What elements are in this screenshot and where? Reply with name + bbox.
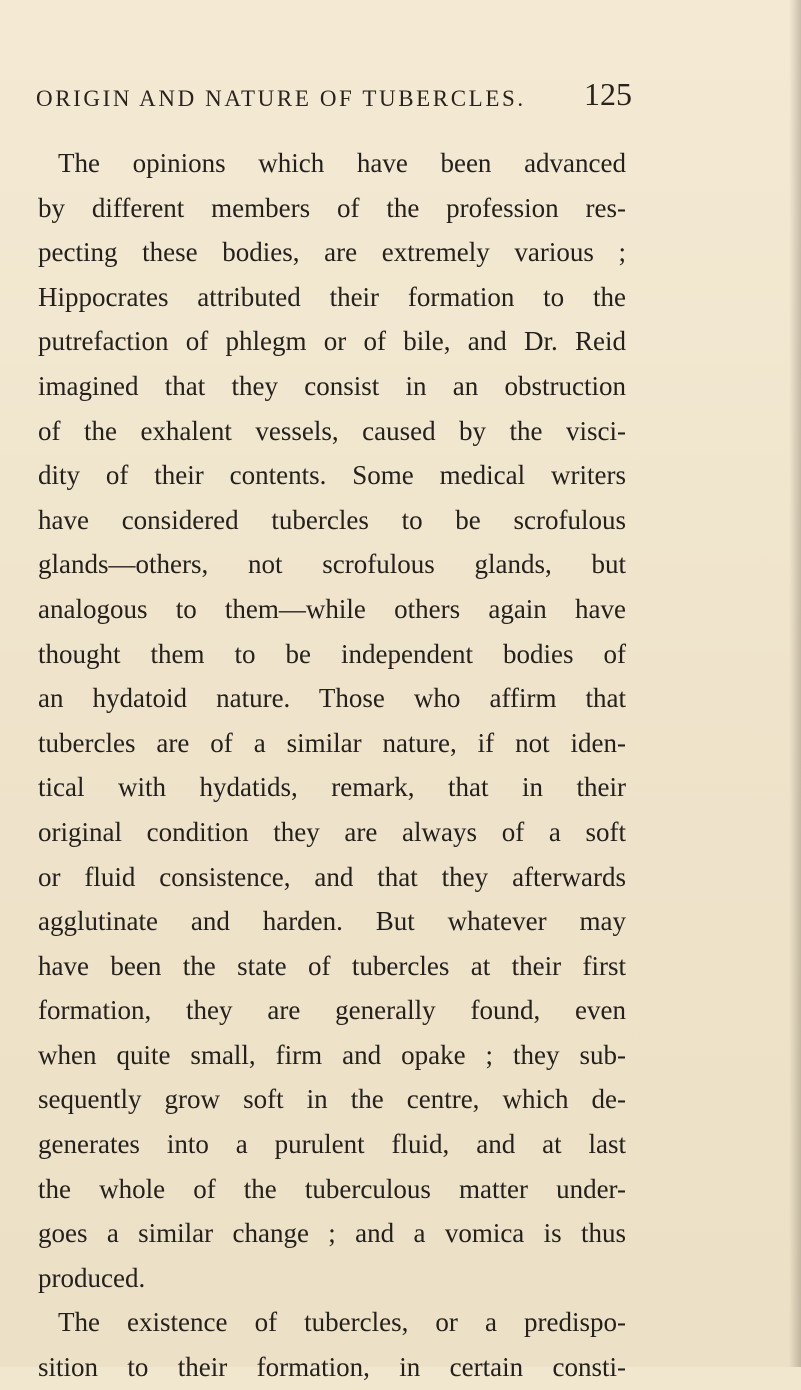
paragraph-line: tical with hydatids, remark, that in their xyxy=(38,772,626,803)
paragraph-line: analogous to them—while others again have xyxy=(38,593,626,624)
paragraph-line: The existence of tubercles, or a predispo- xyxy=(58,1307,626,1338)
paragraph-line: agglutinate and harden. But whatever may xyxy=(38,906,626,937)
paragraph-line: thought them to be independent bodies of xyxy=(38,638,626,669)
running-head xyxy=(36,78,632,122)
paragraph-line: goes a similar change ; and a vomica is thus xyxy=(38,1218,626,1249)
paragraph-line: or fluid consistence, and that they afterwards xyxy=(38,861,626,892)
paragraph-line: putrefaction of phlegm or of bile, and Dr. Reid xyxy=(38,326,626,357)
paragraph-line: have been the state of tubercles at their first xyxy=(38,950,626,981)
paragraph-line: when quite small, firm and opake ; they sub- xyxy=(38,1039,626,1070)
paragraph-line: by different members of the profession res- xyxy=(38,192,626,223)
paragraph-line: the whole of the tuberculous matter under- xyxy=(38,1173,626,1204)
paragraph-line: have considered tubercles to be scrofulous xyxy=(38,504,626,535)
paragraph-line: pecting these bodies, are extremely various ; xyxy=(38,237,626,268)
body-text xyxy=(38,141,626,1390)
paragraph-line: sequently grow soft in the centre, which de- xyxy=(38,1084,626,1115)
paragraph-line: The opinions which have been advanced xyxy=(58,148,626,178)
paragraph-line: of the exhalent vessels, caused by the visci- xyxy=(38,415,626,446)
paragraph-line: dity of their contents. Some medical writers xyxy=(38,460,626,491)
running-head-title: ORIGIN AND NATURE OF TUBERCLES. xyxy=(36,86,526,111)
paragraph-line: generates into a purulent fluid, and at last xyxy=(38,1129,626,1160)
page-number: 125 xyxy=(584,76,632,112)
page-edge-shadow xyxy=(789,0,801,1367)
paragraph-line: imagined that they consist in an obstruction xyxy=(38,370,626,401)
paragraph-line: sition to their formation, in certain consti- xyxy=(38,1352,626,1383)
paragraph-line: tubercles are of a similar nature, if not iden- xyxy=(38,727,626,758)
paragraph-line: formation, they are generally found, even xyxy=(38,995,626,1026)
paragraph-line: produced. xyxy=(38,1262,146,1293)
paragraph-line: Hippocrates attributed their formation to the xyxy=(38,281,626,312)
paragraph-line: glands—others, not scrofulous glands, but xyxy=(38,549,626,580)
paragraph-line: original condition they are always of a soft xyxy=(38,816,626,847)
paragraph-line: an hydatoid nature. Those who affirm that xyxy=(38,683,626,714)
